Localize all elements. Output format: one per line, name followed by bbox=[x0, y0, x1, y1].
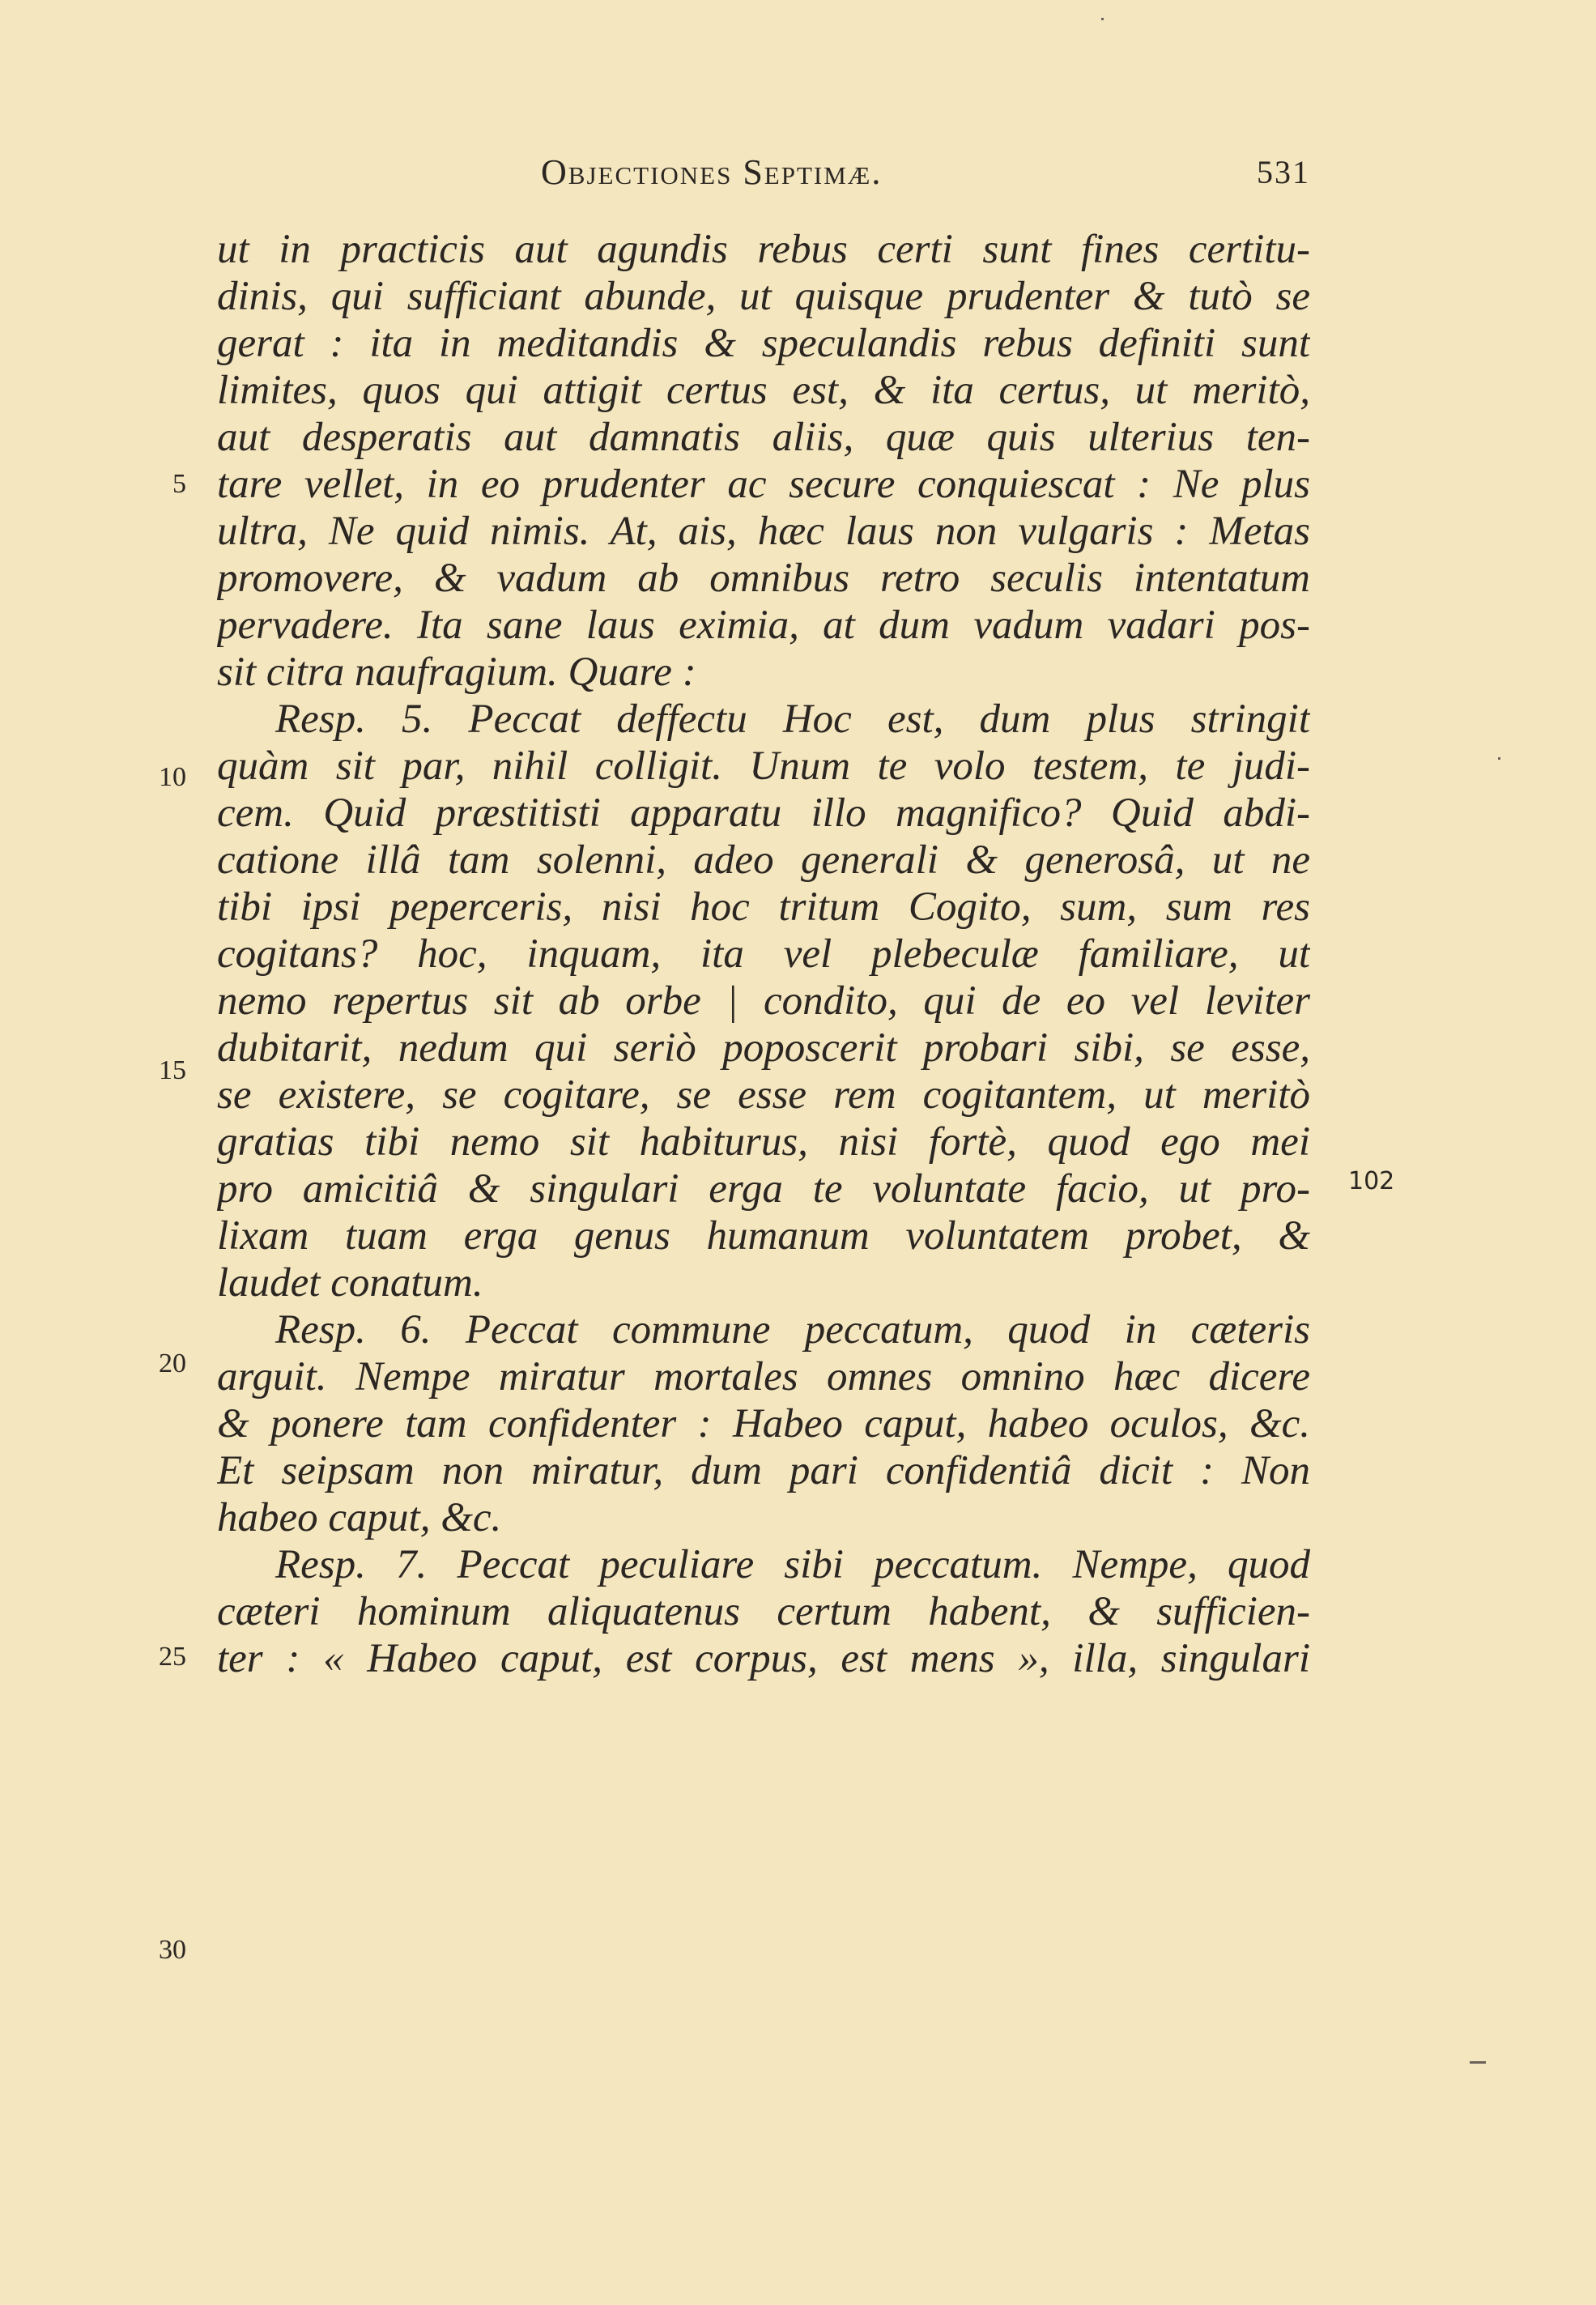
line-number: 30 bbox=[159, 1935, 186, 1965]
text-line: se existere, se cogitare, se esse rem cogitantem, ut meritò bbox=[217, 1072, 1310, 1118]
text-line: ut in practicis aut agundis rebus certi sunt fines certitu- bbox=[217, 227, 1310, 272]
text-line: cem. Quid præstitisti apparatu illo magnifico? Quid abdi- bbox=[217, 790, 1310, 836]
paper-speck bbox=[1498, 757, 1500, 760]
paper-mark bbox=[1470, 2061, 1486, 2064]
text-line: ultra, Ne quid nimis. At, ais, hæc laus non vulgaris : Metas bbox=[217, 509, 1310, 554]
text-line: nemo repertus sit ab orbe | condito, qui de eo vel leviter bbox=[217, 978, 1310, 1024]
text-line: habeo caput, &c. bbox=[217, 1495, 502, 1540]
text-line: & ponere tam confidenter : Habeo caput, habeo oculos, &c. bbox=[217, 1401, 1310, 1446]
text-line: gerat : ita in meditandis & speculandis rebus definiti sunt bbox=[217, 321, 1310, 366]
line-number: 25 bbox=[159, 1642, 186, 1672]
body-text bbox=[217, 226, 1310, 1682]
text-line: Resp. 6. Peccat commune peccatum, quod in cæteris bbox=[275, 1307, 1310, 1353]
text-line: gratias tibi nemo sit habiturus, nisi fortè, quod ego mei bbox=[217, 1119, 1310, 1165]
text-line: pervadere. Ita sane laus eximia, at dum vadum vadari pos- bbox=[217, 603, 1310, 648]
text-line: ter : « Habeo caput, est corpus, est mens », illa, singulari bbox=[217, 1636, 1310, 1681]
text-line: promovere, & vadum ab omnibus retro seculis intentatum bbox=[217, 556, 1310, 601]
text-line: laudet conatum. bbox=[217, 1260, 483, 1306]
text-line: quàm sit par, nihil colligit. Unum te volo testem, te judi- bbox=[217, 743, 1310, 789]
text-line: dinis, qui sufficiant abunde, ut quisque prudenter & tutò se bbox=[217, 274, 1310, 319]
line-number: 5 bbox=[172, 469, 186, 499]
text-line: lixam tuam erga genus humanum voluntatem probet, & bbox=[217, 1213, 1310, 1259]
text-line: Et seipsam non miratur, dum pari confidentiâ dicit : Non bbox=[217, 1448, 1310, 1493]
text-line: tare vellet, in eo prudenter ac secure conquiescat : Ne plus bbox=[217, 462, 1310, 507]
text-line: cogitans? hoc, inquam, ita vel plebeculæ familiare, ut bbox=[217, 931, 1310, 977]
text-line: Resp. 5. Peccat deffectu Hoc est, dum plus stringit bbox=[275, 697, 1310, 742]
text-line: arguit. Nempe miratur mortales omnes omnino hæc dicere bbox=[217, 1354, 1310, 1400]
line-number: 15 bbox=[159, 1055, 186, 1085]
line-number: 20 bbox=[159, 1348, 186, 1378]
text-line: aut desperatis aut damnatis aliis, quæ quis ulterius ten- bbox=[217, 415, 1310, 460]
margin-page-reference: 102 bbox=[1348, 1167, 1395, 1195]
running-title: Objectiones Septimæ. bbox=[541, 152, 883, 192]
line-number: 10 bbox=[159, 762, 186, 792]
text-line: catione illâ tam solenni, adeo generali & generosâ, ut ne bbox=[217, 837, 1310, 883]
text-line: cæteri hominum aliquatenus certum habent, & sufficien- bbox=[217, 1589, 1310, 1634]
text-line: pro amicitiâ & singulari erga te voluntate facio, ut pro- bbox=[217, 1166, 1310, 1212]
paper-speck bbox=[1101, 18, 1104, 20]
page-number: 531 bbox=[1257, 154, 1310, 190]
page-header bbox=[217, 148, 1310, 197]
text-line: limites, quos qui attigit certus est, & ita certus, ut meritò, bbox=[217, 368, 1310, 413]
text-line: tibi ipsi peperceris, nisi hoc tritum Cogito, sum, sum res bbox=[217, 884, 1310, 930]
text-line: sit citra naufragium. Quare : bbox=[217, 650, 696, 695]
text-line: Resp. 7. Peccat peculiare sibi peccatum. Nempe, quod bbox=[275, 1542, 1310, 1587]
text-line: dubitarit, nedum qui seriò poposcerit probari sibi, se esse, bbox=[217, 1025, 1310, 1071]
